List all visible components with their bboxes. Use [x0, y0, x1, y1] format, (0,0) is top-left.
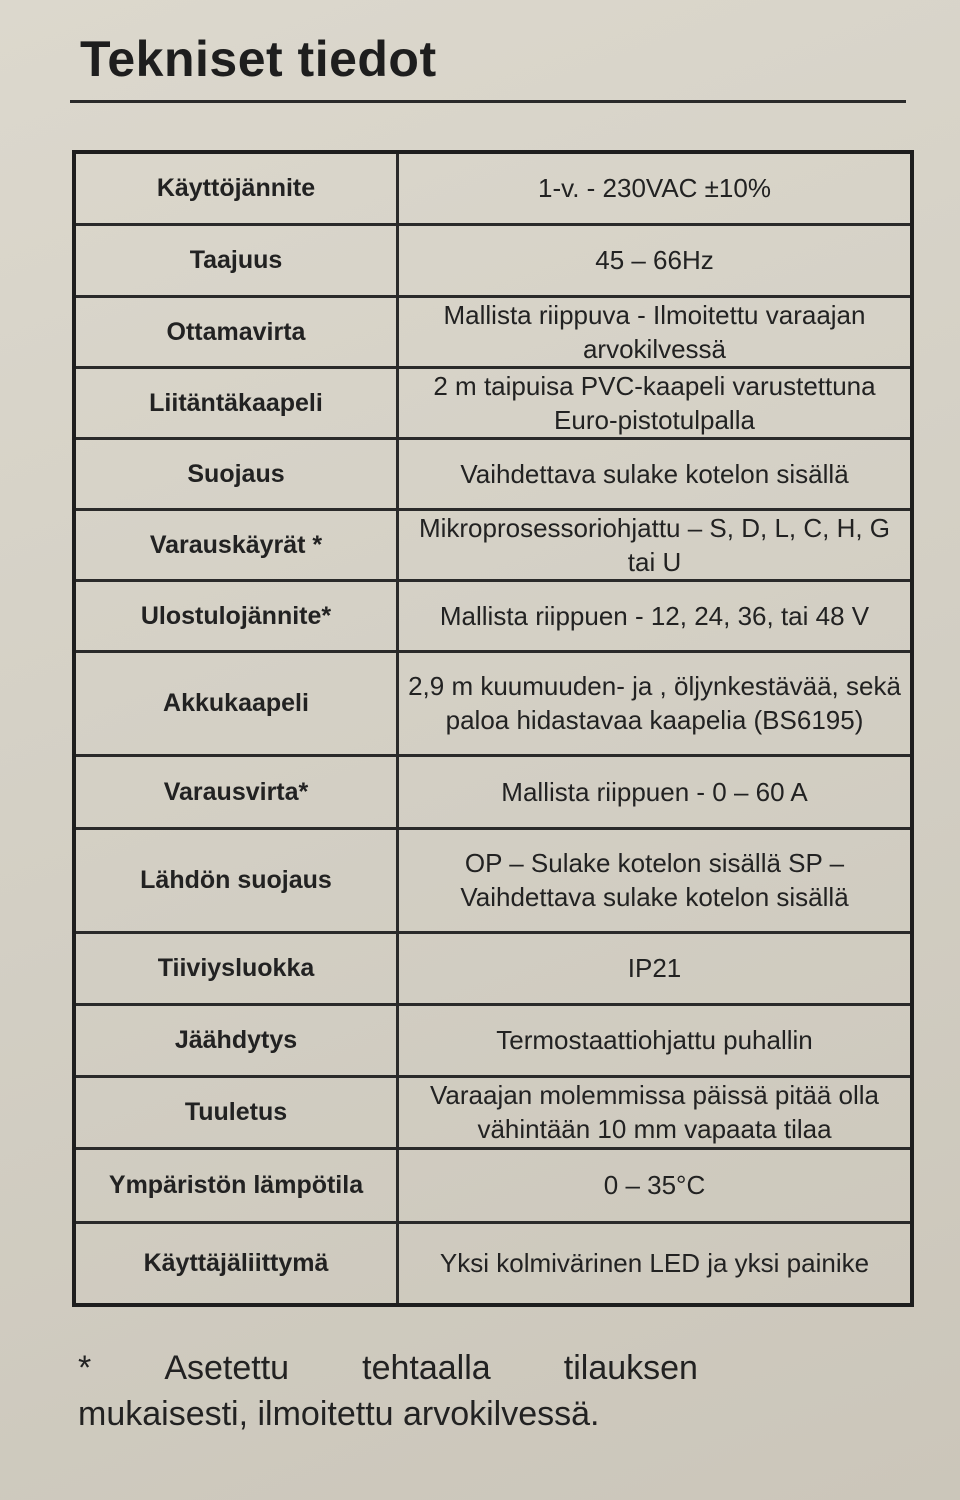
footnote-word: tehtaalla — [362, 1349, 491, 1387]
spec-value: Varaajan molemmissa päissä pitää olla vähintään 10 mm vapaata tilaa — [398, 1076, 913, 1148]
spec-row — [74, 651, 912, 755]
title-divider — [70, 100, 906, 103]
spec-value: Termostaattiohjattu puhallin — [398, 1004, 913, 1076]
spec-value: IP21 — [398, 932, 913, 1004]
spec-label: Akkukaapeli — [74, 651, 398, 755]
spec-value: Mallista riippuen - 0 – 60 A — [398, 755, 913, 828]
spec-value: 45 – 66Hz — [398, 224, 913, 296]
spec-row — [74, 932, 912, 1004]
spec-row — [74, 152, 912, 224]
spec-label: Jäähdytys — [74, 1004, 398, 1076]
spec-row — [74, 755, 912, 828]
spec-row — [74, 367, 912, 438]
spec-row — [74, 509, 912, 580]
spec-label: Varauskäyrät * — [74, 509, 398, 580]
spec-label: Varausvirta* — [74, 755, 398, 828]
spec-row — [74, 580, 912, 651]
footnote-star: * — [78, 1349, 92, 1387]
spec-value: Yksi kolmivärinen LED ja yksi painike — [398, 1222, 913, 1305]
spec-label: Tuuletus — [74, 1076, 398, 1148]
spec-label: Lähdön suojaus — [74, 828, 398, 932]
spec-row — [74, 1004, 912, 1076]
spec-value: 2,9 m kuumuuden- ja , öljynkestävää, sekä paloa hidastavaa kaapelia (BS6195) — [398, 651, 913, 755]
page-title: Tekniset tiedot — [80, 31, 437, 87]
spec-label: Ottamavirta — [74, 296, 398, 367]
footnote — [78, 1345, 698, 1437]
spec-value: Mallista riippuva - Ilmoitettu varaajan arvokilvessä — [398, 296, 913, 367]
spec-label: Tiiviysluokka — [74, 932, 398, 1004]
spec-label: Taajuus — [74, 224, 398, 296]
spec-value: Mallista riippuen - 12, 24, 36, tai 48 V — [398, 580, 913, 651]
spec-row — [74, 438, 912, 509]
spec-row — [74, 1222, 912, 1305]
spec-table — [72, 150, 914, 1307]
spec-row — [74, 1148, 912, 1222]
spec-label: Ympäristön lämpötila — [74, 1148, 398, 1222]
spec-label: Ulostulojännite* — [74, 580, 398, 651]
footnote-line2: mukaisesti, ilmoitettu arvokilvessä. — [78, 1395, 600, 1433]
spec-label: Liitäntäkaapeli — [74, 367, 398, 438]
spec-row — [74, 1076, 912, 1148]
spec-label: Käyttöjännite — [74, 152, 398, 224]
spec-value: 1-v. - 230VAC ±10% — [398, 152, 913, 224]
spec-value: Vaihdettava sulake kotelon sisällä — [398, 438, 913, 509]
spec-label: Suojaus — [74, 438, 398, 509]
spec-value: Mikroprosessoriohjattu – S, D, L, C, H, G tai U — [398, 509, 913, 580]
spec-value: OP – Sulake kotelon sisällä SP – Vaihdettava sulake kotelon sisällä — [398, 828, 913, 932]
footnote-word: Asetettu — [164, 1349, 290, 1387]
spec-value: 2 m taipuisa PVC-kaapeli varustettuna Euro-pistotulpalla — [398, 367, 913, 438]
spec-label: Käyttäjäliittymä — [74, 1222, 398, 1305]
spec-row — [74, 296, 912, 367]
footnote-word: tilauksen — [563, 1349, 698, 1387]
spec-value: 0 – 35°C — [398, 1148, 913, 1222]
spec-row — [74, 828, 912, 932]
spec-row — [74, 224, 912, 296]
